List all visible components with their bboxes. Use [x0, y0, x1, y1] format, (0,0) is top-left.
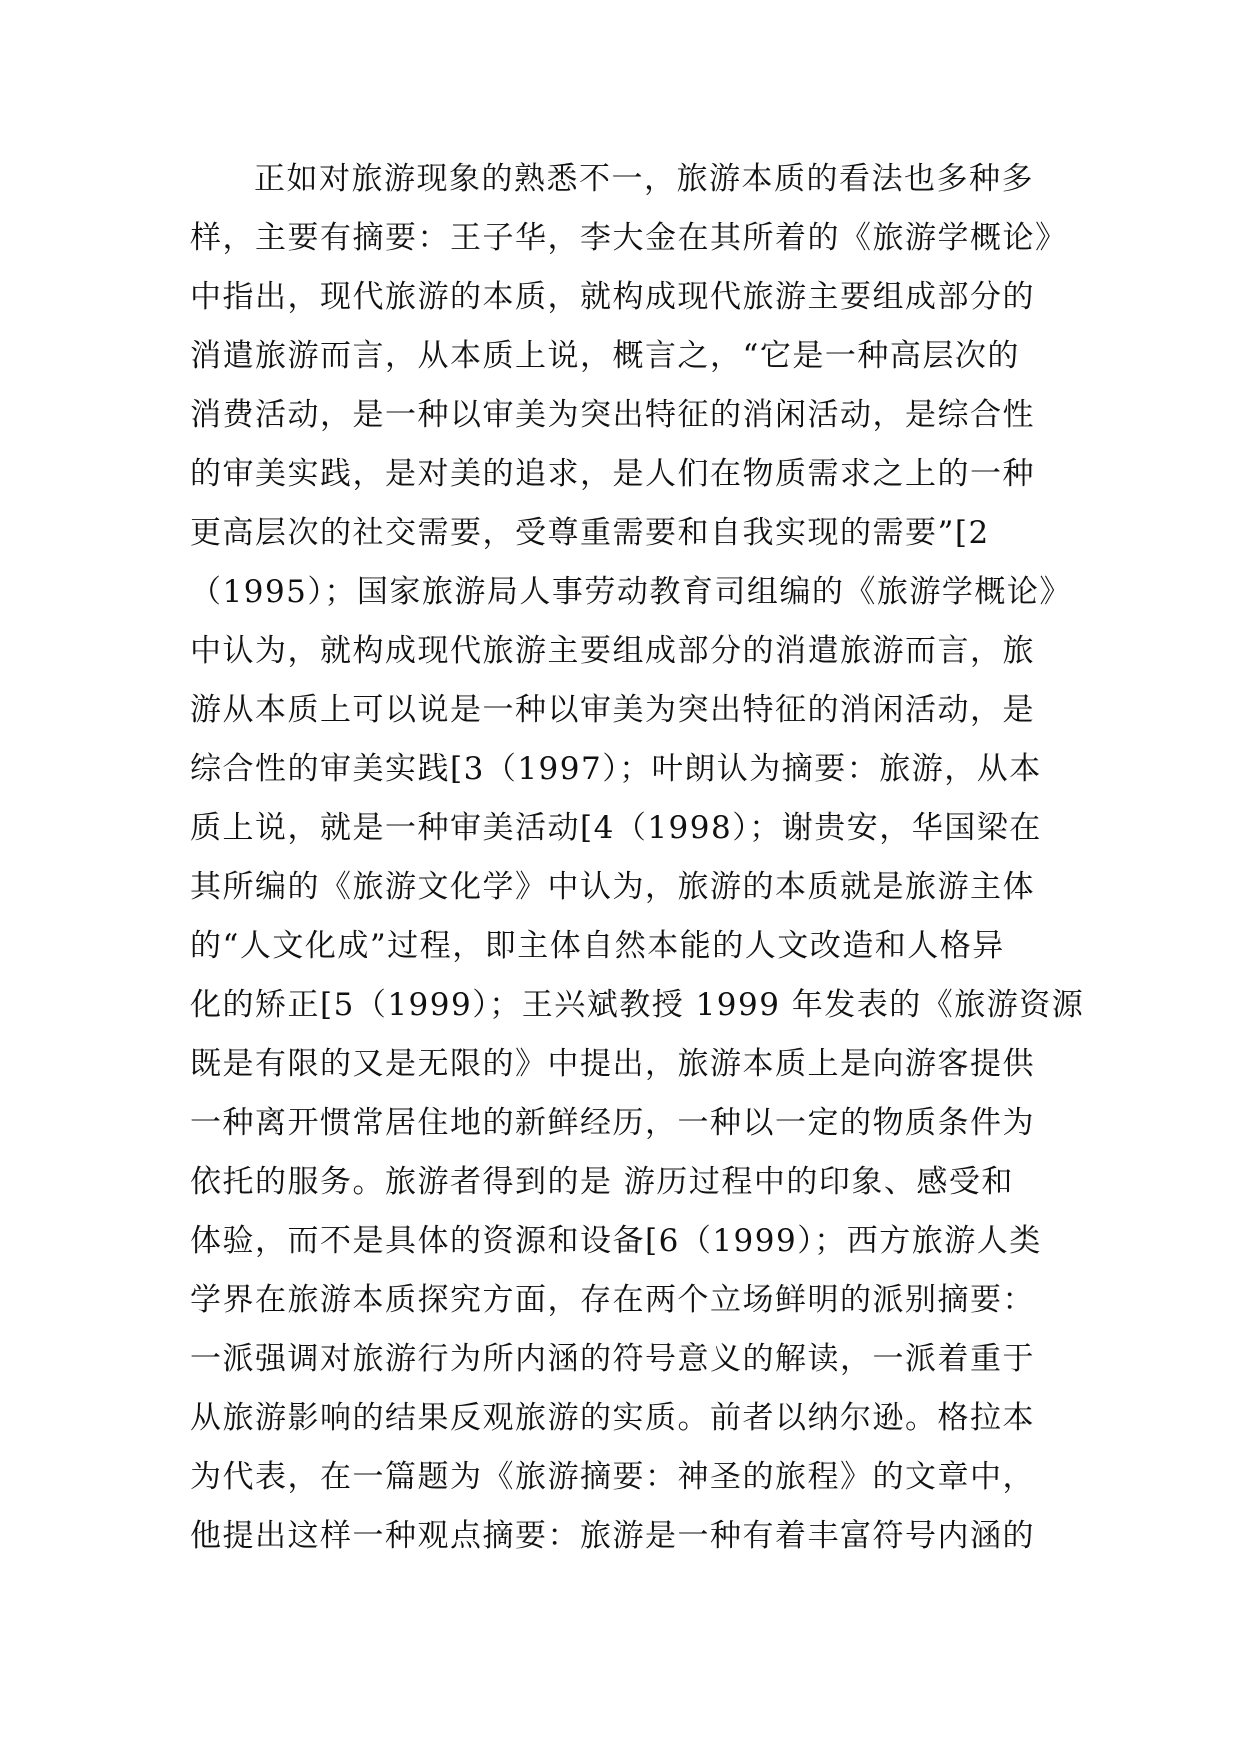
text-line: 其所编的《旅游文化学》中认为，旅游的本质就是旅游主体 [190, 869, 1035, 905]
text-line: 游从本质上可以说是一种以审美为突出特征的消闲活动，是 [190, 692, 1035, 728]
text-line: 学界在旅游本质探究方面，存在两个立场鲜明的派别摘要： [190, 1282, 1035, 1318]
text-line: 一派强调对旅游行为所内涵的符号意义的解读，一派着重于 [190, 1341, 1035, 1377]
text-line: 中指出，现代旅游的本质，就构成现代旅游主要组成部分的 [190, 279, 1035, 315]
text-line: 的“人文化成”过程，即主体自然本能的人文改造和人格异 [190, 928, 1005, 964]
text-line: 既是有限的又是无限的》中提出，旅游本质上是向游客提供 [190, 1046, 1035, 1082]
text-line: 正如对旅游现象的熟悉不一，旅游本质的看法也多种多 [254, 161, 1034, 197]
text-line: （1995）；国家旅游局人事劳动教育司组编的《旅游学概论》 [190, 574, 1072, 610]
text-line: 综合性的审美实践[3（1997）；叶朗认为摘要：旅游，从本 [190, 751, 1042, 787]
text-line: 化的矫正[5（1999）；王兴斌教授 1999 年发表的《旅游资源 [190, 987, 1085, 1023]
text-line: 消费活动，是一种以审美为突出特征的消闲活动，是综合性 [190, 397, 1035, 433]
text-line: 质上说，就是一种审美活动[4（1998）；谢贵安，华国梁在 [190, 810, 1042, 846]
text-line: 依托的服务。旅游者得到的是 游历过程中的印象、感受和 [190, 1164, 1014, 1200]
text-line: 样，主要有摘要：王子华，李大金在其所着的《旅游学概论》 [190, 220, 1068, 256]
text-line: 一种离开惯常居住地的新鲜经历，一种以一定的物质条件为 [190, 1105, 1035, 1141]
text-line: 的审美实践，是对美的追求，是人们在物质需求之上的一种 [190, 456, 1035, 492]
text-line: 体验，而不是具体的资源和设备[6（1999）；西方旅游人类 [190, 1223, 1042, 1259]
text-line: 消遣旅游而言，从本质上说，概言之，“它是一种高层次的 [190, 338, 1020, 374]
text-line: 从旅游影响的结果反观旅游的实质。前者以纳尔逊。格拉本 [190, 1400, 1035, 1436]
text-line: 中认为，就构成现代旅游主要组成部分的消遣旅游而言，旅 [190, 633, 1035, 669]
text-line: 为代表，在一篇题为《旅游摘要：神圣的旅程》的文章中， [190, 1459, 1035, 1495]
text-line: 他提出这样一种观点摘要：旅游是一种有着丰富符号内涵的 [190, 1518, 1035, 1554]
text-line: 更高层次的社交需要，受尊重需要和自我实现的需要”[2 [190, 515, 990, 551]
